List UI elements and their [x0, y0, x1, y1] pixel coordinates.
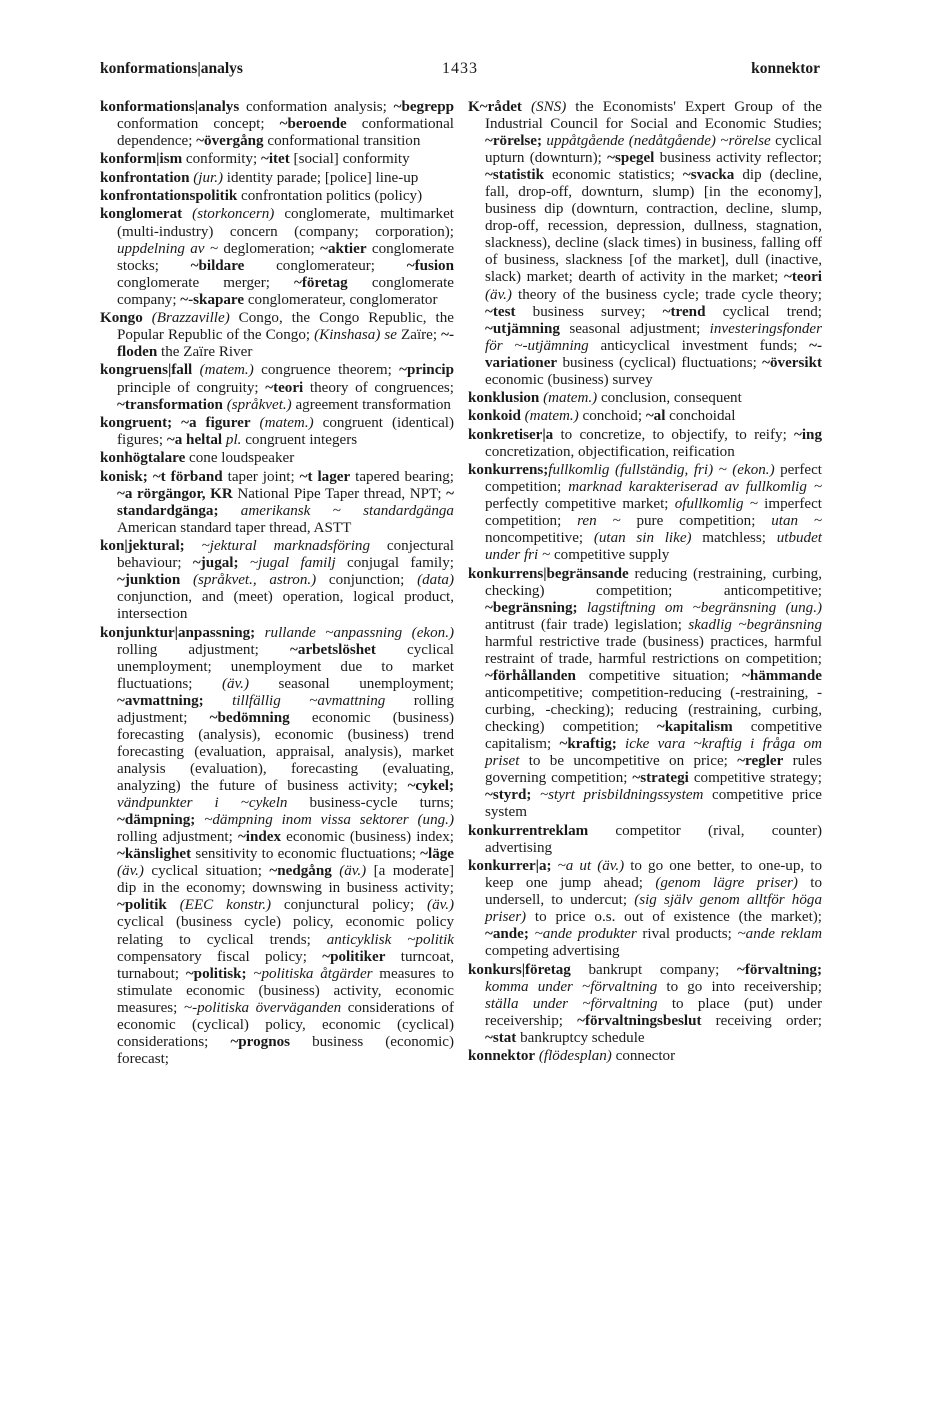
usage-label: ~politiska åtgärder	[253, 965, 373, 982]
definition-text: conclusion, consequent	[597, 390, 742, 407]
definition-text: identity parade; [police] line-up	[223, 169, 419, 186]
headword: konhögtalare	[100, 450, 186, 467]
headword: ~jugal;	[192, 555, 239, 572]
definition-text	[192, 362, 199, 378]
headword: konkurrens;	[468, 462, 549, 479]
headword: konfrontationspolitik	[100, 188, 238, 205]
definition-text: economic (business) index;	[281, 829, 454, 846]
definition-text: conformity;	[182, 151, 261, 168]
definition-text: conjugal family;	[335, 555, 454, 572]
headword: konnektor	[468, 1048, 536, 1065]
definition-text: sensitivity to economic fluctuations;	[191, 846, 421, 863]
definition-text: pure competition;	[620, 513, 772, 530]
headword: ~aktier	[320, 240, 367, 257]
definition-text: conglomerate stocks;	[117, 240, 455, 274]
definition-text	[204, 693, 232, 709]
usage-label: komma under ~förvaltning	[485, 978, 658, 995]
headword: ~bildare	[190, 257, 245, 274]
dictionary-entry	[100, 188, 454, 205]
dictionary-entry	[468, 1048, 822, 1065]
usage-label: ~a ut (äv.)	[557, 858, 625, 875]
definition-text: rolling adjustment;	[117, 829, 238, 846]
usage-label: (storkoncern)	[192, 206, 275, 223]
dictionary-entry	[468, 99, 822, 389]
usage-label: uppdelning av ~	[117, 240, 219, 257]
definition-text: cone loudspeaker	[185, 450, 295, 467]
usage-label: (matem.)	[543, 390, 598, 407]
usage-label: (Brazzaville)	[151, 310, 230, 327]
headword: ~förvaltning;	[737, 961, 822, 978]
usage-label: tillfällig ~avmattning	[232, 692, 386, 709]
definition-text: reducing (restraining, curbing, checking) competition; anticompetitive;	[485, 565, 822, 599]
headword: ~dämpning;	[117, 812, 196, 829]
definition-text: concretization, objectification, reification	[485, 443, 735, 460]
definition-text	[239, 555, 250, 571]
usage-label: (jur.)	[193, 169, 224, 186]
usage-label: ren ~	[577, 513, 621, 530]
dictionary-entry	[468, 566, 822, 822]
usage-label: ~jugal familj	[249, 555, 336, 572]
usage-label: marknad karakteriserad av fullkomlig ~	[568, 479, 822, 496]
definition-text	[255, 625, 264, 641]
definition-text: compensatory fiscal policy;	[117, 948, 323, 965]
definition-text: seasonal unemployment;	[248, 675, 454, 692]
definition-text: cyclical trend;	[705, 303, 822, 320]
definition-text: competitive supply	[550, 547, 670, 564]
headword: konfrontation	[100, 169, 190, 186]
definition-text: measures to stimulate economic (business) activity, economic measures;	[117, 965, 454, 1016]
headword: ~transformation	[117, 396, 223, 413]
dictionary-entry	[100, 99, 454, 150]
usage-label: (äv.)	[427, 897, 454, 914]
definition-text: confrontation politics (policy)	[237, 188, 423, 205]
definition-text: theory of the business cycle; trade cycle theory;	[511, 286, 822, 303]
usage-label: rullande ~anpassning (ekon.)	[264, 624, 454, 641]
headword: ~trend	[662, 303, 706, 320]
usage-label: (äv.)	[485, 286, 512, 303]
definition-text: to undersell, to undercut;	[485, 875, 822, 909]
definition-text: economic (business) survey	[485, 371, 653, 388]
headword: ~nedgång	[269, 863, 332, 880]
headword: ~strategi	[632, 770, 689, 787]
definition-text: antitrust (fair trade) legislation;	[485, 616, 689, 633]
definition-text: American standard taper thread, ASTT	[117, 519, 352, 536]
headword: konkoid	[468, 408, 521, 425]
definition-text: conjectural behaviour;	[117, 538, 454, 572]
headword: ~cykel;	[407, 778, 454, 795]
usage-label: (sig själv genom alltför höga priser)	[485, 892, 822, 926]
definition-text	[531, 787, 540, 803]
definition-text: economic statistics;	[544, 167, 683, 184]
definition-text: imperfect competition;	[485, 496, 822, 530]
usage-label: icke vara ~kraftig i fråga om priset	[485, 736, 822, 770]
definition-text: conchoid;	[578, 408, 646, 425]
definition-text: conformational transition	[263, 133, 421, 150]
definition-text: bankrupt company;	[570, 961, 737, 978]
usage-label: utan ~	[771, 513, 823, 530]
headword: ~a rörgängor, KR	[117, 485, 233, 502]
headword: ~teori	[783, 269, 822, 286]
headword: ~utjämning	[485, 320, 560, 337]
usage-label: investeringsfonder för ~-utjämning	[485, 320, 822, 354]
definition-text: to go one better, to one-up, to keep one jump ahead;	[485, 858, 822, 892]
definition-text	[617, 736, 625, 752]
headword: ~teori	[265, 379, 304, 396]
usage-label: uppåtgående (nedåtgående) ~rörelse	[546, 133, 771, 150]
definition-text: business survey;	[515, 303, 663, 320]
usage-label: amerikansk ~ standardgänga	[240, 502, 454, 519]
usage-label: ofullkomlig ~	[674, 496, 758, 513]
usage-label: skadlig ~begränsning	[688, 616, 822, 633]
definition-text: conjunctural policy;	[271, 897, 428, 914]
headword: kon|jektural;	[100, 538, 185, 555]
usage-label: (data)	[417, 572, 454, 589]
page-number: 1433	[442, 60, 478, 77]
definition-text: harmful restrictive trade (business) practices, harmful restraint of trade, harmful restrictions on competition;	[485, 633, 822, 667]
dictionary-entry	[100, 469, 454, 537]
headword: ~bedömning	[209, 709, 290, 726]
headword: ~ing	[794, 426, 822, 443]
definition-text: considerations of economic (cyclical) policy, economic (cyclical) considerations;	[117, 999, 454, 1050]
usage-label: ~-politiska överväganden	[183, 999, 342, 1016]
usage-label: ställa under ~förvaltning	[485, 995, 658, 1012]
headword: ~fusion	[406, 257, 454, 274]
usage-label: (äv.)	[117, 863, 144, 880]
usage-label: (utan sin like)	[593, 530, 692, 547]
headword: ~översikt	[762, 354, 822, 371]
definition-text: turncoat, turnabout;	[117, 948, 455, 982]
headword: ~princip	[399, 362, 454, 379]
headword: ~-skapare	[180, 291, 245, 308]
definition-text: rolling adjustment;	[117, 692, 454, 726]
definition-text: rules governing competition;	[485, 753, 822, 787]
headword: Kongo	[100, 310, 143, 327]
definition-text: noncompetitive;	[485, 530, 594, 547]
headword: ~politik	[117, 897, 167, 914]
headword: konkurrentreklam	[468, 822, 589, 839]
dictionary-entry	[100, 170, 454, 187]
definition-text: to concretize, to objectify, to reify;	[553, 426, 795, 443]
definition-text: rolling adjustment;	[117, 641, 291, 658]
definition-text: the Zaïre River	[157, 344, 253, 361]
definition-text: conformational dependence;	[117, 116, 454, 150]
headword: ~a heltal	[166, 431, 223, 448]
definition-text: business (economic) forecast;	[117, 1033, 455, 1067]
headword: ~politisk;	[185, 965, 247, 982]
usage-label: (SNS)	[531, 99, 567, 115]
headword: ~test	[485, 303, 516, 320]
headword: konklusion	[468, 390, 540, 407]
headword: konformations|analys	[100, 99, 240, 115]
usage-label: (äv.)	[339, 863, 367, 880]
headword: ~spegel	[607, 150, 655, 167]
headword: ~styrd;	[485, 787, 532, 804]
usage-label: (EEC konstr.)	[179, 897, 271, 914]
definition-text: conglomerate, multimarket (multi-industry) concern (company; corporation);	[117, 206, 454, 240]
definition-text: National Pipe Taper thread, NPT;	[232, 485, 447, 502]
right-column	[468, 99, 822, 1067]
definition-text: [a moderate] dip in the economy; downswing in business activity;	[117, 863, 454, 897]
definition-text	[522, 99, 531, 115]
definition-text: congruence theorem;	[253, 362, 400, 379]
headword: ~regler	[737, 753, 784, 770]
definition-text: receiving order;	[701, 1012, 822, 1029]
definition-text: anticompetitive; competition-reducing (-restraining, -curbing, -checking); reducing (restraining, curbing, checking) competition;	[485, 685, 822, 736]
headword: ~stat	[485, 1029, 517, 1046]
usage-label: anticyklisk ~politik	[326, 931, 454, 948]
definition-text: conglomerateur, conglomerator	[244, 291, 438, 308]
definition-text: the Economists' Expert Group of the Industrial Council for Social and Economic Studies;	[485, 99, 822, 133]
definition-text: tapered bearing;	[350, 468, 455, 485]
headword: ~itet	[260, 151, 290, 168]
definition-text: seasonal adjustment;	[559, 320, 710, 337]
headword: ~övergång	[196, 133, 264, 150]
headword: ~beroende	[279, 116, 347, 133]
usage-label: (språkvet., astron.)	[192, 572, 317, 589]
usage-label: pl.	[225, 431, 242, 448]
headword: ~arbetslöshet	[290, 641, 376, 658]
headword: ~ standardgänga;	[117, 485, 454, 519]
headword: K~rådet	[468, 99, 522, 115]
headword: ~index	[237, 829, 282, 846]
headword: konkretiser|a	[468, 426, 554, 443]
definition-text: conglomerate merger;	[117, 274, 295, 291]
usage-label: (äv.)	[222, 675, 249, 692]
definition-text: dip (decline, fall, drop-off, downturn, slump) [in the economy], business dip (downturn, contraction, decline, slump, drop-off, recession, depression, dullness, stagnation, slackness), decline (slack times) in business, falling off of business, slackness [of the market], dull (inactive, slack) market; dearth of activity in the market;	[485, 167, 822, 286]
definition-text: cyclical situation;	[143, 863, 270, 880]
headword: ~-floden	[117, 327, 454, 361]
definition-text	[195, 812, 204, 828]
headword: ~prognos	[230, 1033, 291, 1050]
headword: ~förvaltningsbeslut	[577, 1012, 702, 1029]
definition-text: Congo, the Congo Republic, the Popular Republic of the Congo;	[117, 310, 454, 344]
usage-label: (matem.)	[199, 362, 254, 379]
headword: ~kapitalism	[656, 719, 733, 736]
headword: konkurrer|a;	[468, 858, 552, 875]
headword: konform|ism	[100, 151, 183, 168]
definition-text: business (cyclical) fluctuations;	[557, 354, 763, 371]
dictionary-entry	[468, 390, 822, 407]
headword: kongruent;	[100, 414, 173, 431]
definition-text: agreement transformation	[291, 396, 451, 413]
definition-text: conglomerateur;	[244, 257, 407, 274]
usage-label: ~jektural marknadsföring	[201, 538, 371, 555]
definition-text: business activity reflector;	[654, 150, 822, 167]
definition-text	[185, 538, 202, 554]
running-head-left: konformations|analys	[100, 60, 243, 77]
definition-text	[167, 897, 180, 913]
definition-text: business-cycle turns;	[287, 795, 454, 812]
definition-text	[251, 415, 260, 431]
headword: ~-variationer	[485, 337, 822, 371]
headword: ~ande;	[485, 926, 529, 943]
headword: kongruens|fall	[100, 362, 193, 379]
usage-label: ~styrt prisbildningssystem	[539, 787, 704, 804]
definition-text: Zaïre;	[396, 327, 442, 344]
headword: ~hämmande	[742, 668, 822, 685]
definition-text: economic (business) forecasting (analysis), economic (business) trend forecasting (evaluation, appraisal, analysis), market analysis (evaluation), forecasting (evaluating, analyzing) the future of business activity;	[117, 709, 454, 795]
headword: ~kraftig;	[559, 736, 617, 753]
headword: konglomerat	[100, 206, 183, 223]
definition-text: theory of congruences;	[303, 379, 454, 396]
definition-text	[172, 415, 181, 431]
left-column	[100, 99, 454, 1069]
dictionary-entry	[100, 206, 454, 308]
definition-text	[578, 600, 587, 616]
definition-text	[143, 310, 152, 326]
definition-text: competitor (rival, counter) advertising	[485, 822, 822, 856]
definition-text: competitive strategy;	[688, 770, 822, 787]
definition-text	[219, 503, 241, 519]
definition-text	[180, 572, 193, 588]
dictionary-entry	[468, 408, 822, 425]
definition-text: to go into receivership;	[657, 978, 822, 995]
headword: ~företag	[294, 274, 348, 291]
dictionary-entry	[100, 625, 454, 1068]
dictionary-entry	[468, 858, 822, 960]
dictionary-entry	[468, 427, 822, 461]
usage-label: (matem.)	[259, 414, 314, 431]
definition-text: conglomerate company;	[117, 274, 454, 308]
definition-text: competitive capitalism;	[485, 719, 822, 753]
page-header	[100, 60, 820, 84]
definition-text: congruent integers	[241, 431, 358, 448]
dictionary-entry	[100, 362, 454, 413]
definition-text: rival products;	[636, 926, 738, 943]
dictionary-entry	[468, 823, 822, 857]
usage-label: (språkvet.)	[226, 396, 292, 413]
definition-text: anticyclical investment funds;	[588, 337, 810, 354]
headword: konjunktur|anpassning;	[100, 624, 256, 641]
headword: ~svacka	[682, 167, 735, 184]
definition-text: competitive price system	[485, 787, 822, 821]
headword: ~t förband	[152, 468, 223, 485]
headword: ~politiker	[322, 948, 386, 965]
definition-text: cyclical (business cycle) policy, economic policy relating to cyclical trends;	[117, 914, 454, 948]
usage-label: vändpunkter i ~cykeln	[117, 795, 288, 812]
definition-text: congruent (identical) figures;	[117, 414, 455, 448]
dictionary-entry	[468, 962, 822, 1047]
usage-label: ~ande reklam	[737, 926, 822, 943]
headword: ~rörelse;	[485, 133, 543, 150]
headword: ~känslighet	[117, 846, 192, 863]
definition-text: principle of congruity;	[117, 379, 266, 396]
headword: ~a figurer	[181, 414, 251, 431]
definition-text: cyclical upturn (downturn);	[485, 133, 822, 167]
headword: ~junktion	[117, 572, 181, 589]
definition-text: conchoidal	[665, 408, 736, 425]
definition-text: conjunction, and (meet) operation, logical product, intersection	[117, 589, 454, 623]
headword: ~statistik	[485, 167, 545, 184]
usage-label: ~dämpning inom vissa sektorer (ung.)	[204, 812, 454, 829]
dictionary-entry	[100, 538, 454, 623]
definition-text: to place (put) under receivership;	[485, 995, 822, 1029]
headword: ~begrepp	[393, 99, 454, 115]
running-head-right: konnektor	[751, 60, 820, 77]
definition-text: competing advertising	[485, 943, 620, 960]
headword: ~förhållanden	[485, 668, 576, 685]
dictionary-entry	[100, 310, 454, 361]
dictionary-entry	[468, 462, 822, 564]
definition-text: conformation analysis;	[239, 99, 394, 115]
definition-text: to price o.s. out of existence (the market);	[526, 909, 822, 926]
definition-text: cyclical unemployment; unemployment due to market fluctuations;	[117, 641, 454, 692]
usage-label: fullkomlig (fullständig, fri) ~ (ekon.)	[548, 462, 775, 479]
headword: ~al	[645, 408, 666, 425]
definition-text: taper joint;	[222, 468, 300, 485]
definition-text	[182, 206, 192, 222]
dictionary-entry	[100, 450, 454, 467]
headword: ~läge	[420, 846, 454, 863]
definition-text: bankruptcy schedule	[516, 1029, 645, 1046]
dictionary-entry	[100, 151, 454, 168]
definition-text: competitive situation;	[575, 668, 743, 685]
usage-label: lagstiftning om ~begränsning (ung.)	[586, 599, 822, 616]
headword: ~t lager	[299, 468, 351, 485]
definition-text: connector	[611, 1048, 676, 1065]
definition-text: perfect competition;	[485, 462, 822, 496]
headword: konisk;	[100, 468, 148, 485]
definition-text: deglomeration;	[218, 240, 321, 257]
definition-text: to be uncompetitive on price;	[519, 753, 738, 770]
definition-text: matchless;	[691, 530, 777, 547]
usage-label: (genom lägre priser)	[655, 875, 798, 892]
usage-label: (flödesplan)	[538, 1048, 612, 1065]
headword: konkurs|företag	[468, 961, 571, 978]
definition-text: conformation concept;	[117, 116, 280, 133]
dictionary-entry	[100, 415, 454, 449]
headword: ~begränsning;	[485, 599, 578, 616]
definition-text: perfectly competitive market;	[485, 496, 675, 513]
definition-text: conjunction;	[316, 572, 418, 589]
headword: konkurrens|begränsande	[468, 565, 629, 582]
usage-label: (matem.)	[524, 408, 579, 425]
definition-text: [social] conformity	[289, 151, 410, 168]
usage-label: ~ande produkter	[534, 926, 637, 943]
headword: ~avmattning;	[117, 692, 204, 709]
usage-label: utbudet under fri ~	[485, 530, 822, 564]
usage-label: (Kinshasa) se	[314, 327, 397, 344]
